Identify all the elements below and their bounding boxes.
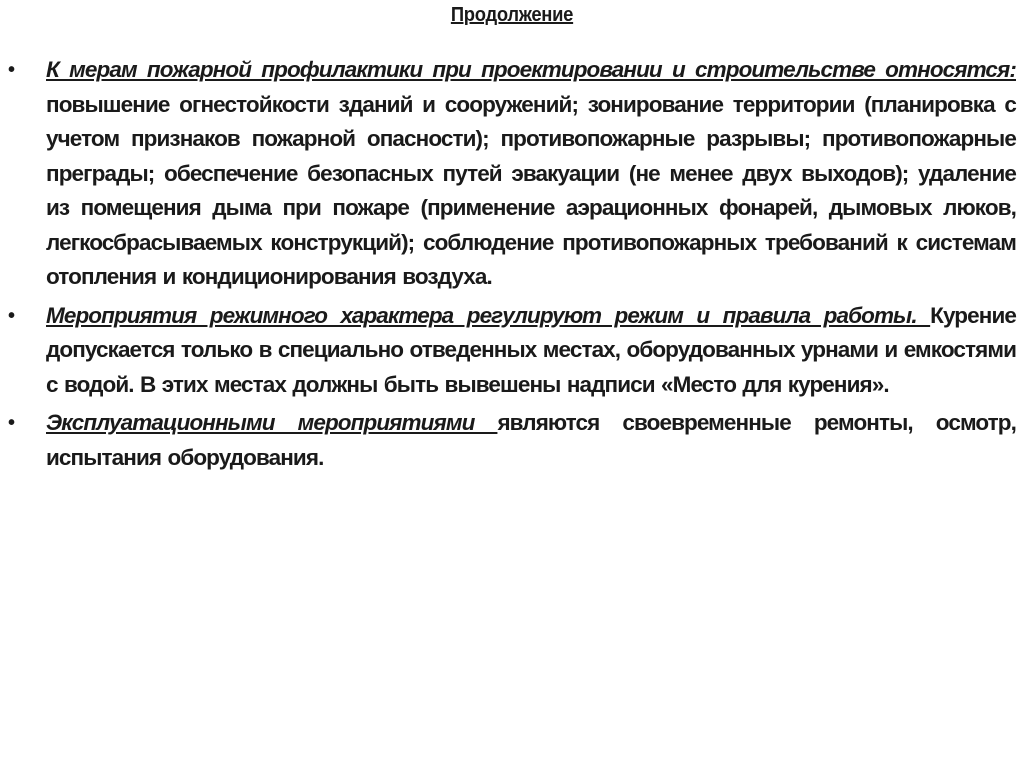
bullet-icon: • <box>8 59 16 81</box>
bullet-icon: • <box>8 304 16 327</box>
slide-title: Продолжение <box>450 4 574 26</box>
bullet-text <box>46 406 1016 475</box>
bullet-icon: • <box>8 412 16 434</box>
bullet-item-regime-measures <box>0 299 1024 403</box>
bullet-body: повышение огнестойкости зданий и сооружений; зонирование территории (планировка с учетом признаков пожарной опасности); противопожарные разрывы; противопожарные преграды; обеспечение безопасных путей эвакуации (не менее двух выходов); удаление из помещения дыма при пожаре (применение аэрационных фонарей, дымовых люков, легкосбрасываемых конструкций); соблюдение противопожарных требований к системам отопления и кондиционирования воздуха. <box>46 91 1016 289</box>
bullet-lead: К мерам пожарной профилактики при проектировании и строительстве относятся: <box>46 57 1016 82</box>
bullet-text <box>46 53 1016 295</box>
bullet-body: Курение допускается только в специально отведенных местах, оборудованных урнами и емкостями с водой. В этих местах должны быть вывешены надписи «Место для курения». <box>46 302 1017 397</box>
bullet-list <box>0 53 1024 479</box>
bullet-item-design-measures <box>0 53 1024 295</box>
bullet-text <box>46 299 1016 403</box>
bullet-item-operational-measures <box>0 406 1024 475</box>
bullet-lead: Эксплуатационными мероприятиями <box>46 410 498 435</box>
bullet-lead: Мероприятия режимного характера регулируют режим и правила работы. <box>46 302 931 328</box>
bullet-body: являются своевременные ремонты, осмотр, испытания оборудования. <box>46 410 1016 470</box>
